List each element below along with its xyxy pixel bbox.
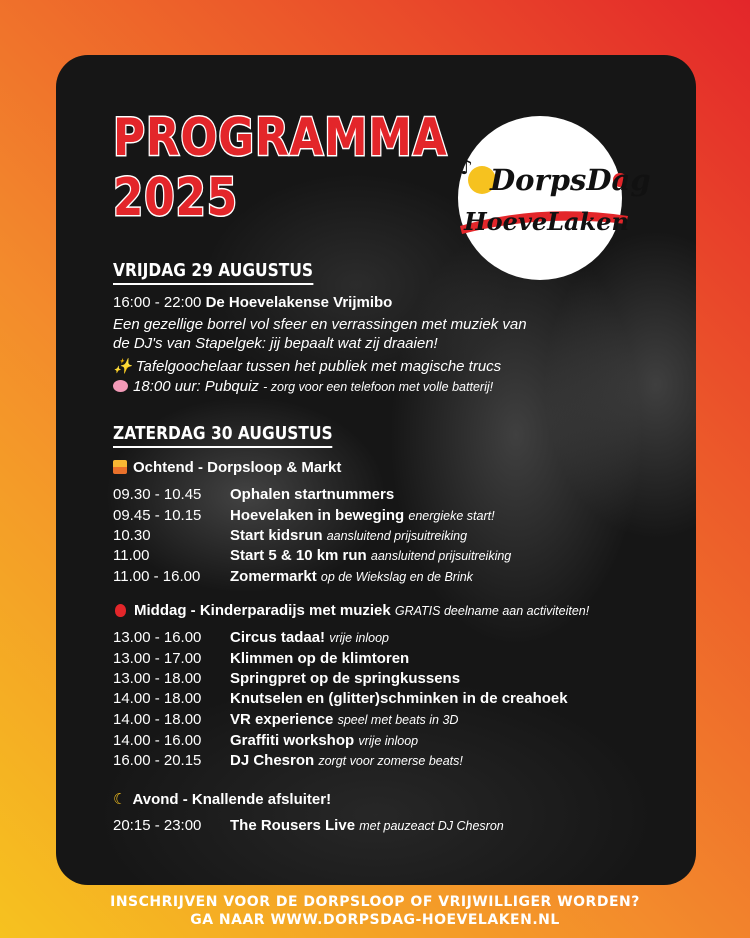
moon-icon: ☾: [113, 791, 127, 808]
title-line-2: 2025: [113, 168, 238, 228]
title-line-1: PROGRAMMA: [113, 108, 448, 168]
brain-icon: [113, 380, 128, 392]
friday-magic: [113, 357, 501, 375]
schedule-row: 09.30 - 10.45 Ophalen startnummers: [113, 486, 395, 503]
balloon-icon: [115, 604, 126, 617]
schedule-row: 20:15 - 23:00 The Rousers Live met pauzeact DJ Chesron: [113, 817, 504, 834]
schedule-row: 13.00 - 17.00 Klimmen op de klimtoren: [113, 650, 410, 667]
friday-magic-text: Tafelgoochelaar tussen het publiek met magische trucs: [135, 358, 502, 375]
friday-event-time: 16:00 - 22:00: [113, 294, 202, 311]
page-title: [113, 108, 447, 228]
schedule-row: 16.00 - 20.15 DJ Chesron zorgt voor zomerse beats!: [113, 752, 463, 769]
schedule-row: 13.00 - 16.00 Circus tadaa! vrije inloop: [113, 629, 389, 646]
friday-quiz: [113, 378, 493, 395]
schedule-row: 10.30 Start kidsrun aansluitend prijsuitreiking: [113, 527, 468, 544]
evening-section-title: ☾ Avond - Knallende afsluiter!: [113, 791, 332, 808]
logo-text-top: DorpsDag: [490, 163, 651, 197]
afternoon-section-title: Middag - Kinderparadijs met muziek GRATIS deelname aan activiteiten!: [113, 602, 589, 619]
schedule-row: 11.00 - 16.00 Zomermarkt op de Wiekslag en de Brink: [113, 568, 473, 585]
schedule-row: 14.00 - 18.00 Knutselen en (glitter)schminken in de creahoek: [113, 690, 568, 707]
footer-website[interactable]: GA NAAR WWW.DORPSDAG-HOEVELAKEN.NL: [190, 912, 560, 928]
svg-text:♪: ♪: [460, 155, 473, 179]
sparkles-icon: ✨: [113, 358, 132, 375]
schedule-row: 14.00 - 16.00 Graffiti workshop vrije inloop: [113, 732, 419, 749]
schedule-row: 13.00 - 18.00 Springpret op de springkussens: [113, 670, 461, 687]
schedule-row: 11.00 Start 5 & 10 km run aansluitend prijsuitreiking: [113, 547, 512, 564]
friday-heading: VRIJDAG 29 AUGUSTUS: [113, 260, 313, 285]
morning-section-title: Ochtend - Dorpsloop & Markt: [113, 459, 341, 476]
dorpsdag-logo: [450, 108, 651, 288]
friday-quiz-label: 18:00 uur: Pubquiz: [133, 378, 259, 395]
friday-event-name: De Hoevelakense Vrijmibo: [205, 294, 393, 311]
sunrise-icon: [113, 460, 127, 474]
logo-text-bottom: HoeveLaken: [464, 207, 629, 236]
friday-event: [113, 294, 392, 311]
friday-desc-line-1: Een gezellige borrel vol sfeer en verrassingen met muziek van: [113, 316, 527, 333]
saturday-heading: ZATERDAG 30 AUGUSTUS: [113, 423, 333, 448]
afternoon-note: GRATIS deelname aan activiteiten!: [394, 604, 590, 618]
friday-quiz-note: - zorg voor een telefoon met volle batterij!: [263, 380, 494, 394]
footer-line-1: INSCHRIJVEN VOOR DE DORPSLOOP OF VRIJWILLIGER WORDEN?: [110, 894, 640, 910]
schedule-row: 09.45 - 10.15 Hoevelaken in beweging energieke start!: [113, 507, 495, 524]
schedule-row: 14.00 - 18.00 VR experience speel met beats in 3D: [113, 711, 459, 728]
friday-desc-line-2: de DJ's van Stapelgek: jij bepaalt wat zij draaien!: [113, 335, 438, 352]
